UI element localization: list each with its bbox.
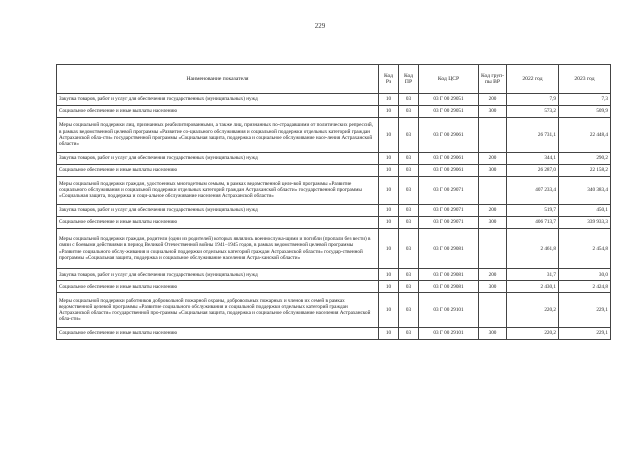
cell-y2023: 229,1 [559, 327, 611, 339]
cell-pr: 03 [399, 228, 419, 269]
cell-rz: 10 [379, 293, 399, 328]
cell-csr: 03 Г 00 29081 [419, 269, 479, 281]
cell-name: Меры социальной поддержки лиц, признанных реабилитированными, а также лиц, признанных по-страдавшими от политических репрессий, в рамках ведомственной целевой программы «Развитие со-циального обслуживания и социальной поддержки отдельных категорий граждан Астраханской обла-сти» государственной программы «Социальная защита, поддержка и социальное обслуживание насе-ления Астраханской области» [57, 118, 379, 153]
table-row [57, 204, 611, 216]
cell-y2022: 406 713,7 [507, 216, 559, 228]
cell-y2022: 344,1 [507, 152, 559, 164]
header-name: Наименование показателя [57, 65, 379, 94]
table-row [57, 152, 611, 164]
cell-y2023: 340 383,4 [559, 176, 611, 204]
cell-rz: 10 [379, 228, 399, 269]
table-row [57, 269, 611, 281]
cell-vr [479, 118, 507, 153]
cell-csr: 03 Г 00 29101 [419, 293, 479, 328]
cell-y2023: 22 448,4 [559, 118, 611, 153]
cell-csr: 03 Г 00 29101 [419, 327, 479, 339]
cell-vr [479, 228, 507, 269]
cell-csr: 03 Г 00 29051 [419, 94, 479, 106]
cell-pr: 03 [399, 176, 419, 204]
cell-csr: 03 Г 00 29071 [419, 176, 479, 204]
cell-vr: 300 [479, 281, 507, 293]
cell-csr: 03 Г 00 29061 [419, 152, 479, 164]
cell-y2023: 2 454,8 [559, 228, 611, 269]
cell-y2022: 26 287,0 [507, 164, 559, 176]
cell-csr: 03 Г 00 29061 [419, 164, 479, 176]
cell-rz: 10 [379, 152, 399, 164]
cell-vr [479, 176, 507, 204]
cell-rz: 10 [379, 176, 399, 204]
cell-vr: 300 [479, 106, 507, 118]
cell-rz: 10 [379, 327, 399, 339]
cell-name: Закупка товаров, работ и услуг для обеспечения государственных (муниципальных) нужд [57, 152, 379, 164]
cell-pr: 03 [399, 204, 419, 216]
header-2022: 2022 год [507, 65, 559, 94]
cell-csr: 03 Г 00 29051 [419, 106, 479, 118]
cell-name: Социальное обеспечение и иные выплаты населению [57, 327, 379, 339]
cell-csr: 03 Г 00 29081 [419, 228, 479, 269]
cell-vr: 200 [479, 94, 507, 106]
cell-name: Социальное обеспечение и иные выплаты населению [57, 106, 379, 118]
table-row [57, 216, 611, 228]
cell-pr: 03 [399, 118, 419, 153]
cell-y2022: 573,2 [507, 106, 559, 118]
cell-pr: 03 [399, 216, 419, 228]
cell-y2023: 229,1 [559, 293, 611, 328]
cell-y2023: 290,2 [559, 152, 611, 164]
cell-rz: 10 [379, 204, 399, 216]
cell-y2022: 220,2 [507, 327, 559, 339]
cell-vr [479, 293, 507, 328]
table-header-row [57, 65, 611, 94]
cell-y2023: 30,0 [559, 269, 611, 281]
cell-rz: 10 [379, 118, 399, 153]
cell-y2023: 339 933,3 [559, 216, 611, 228]
cell-y2022: 2 430,1 [507, 281, 559, 293]
cell-y2023: 22 158,2 [559, 164, 611, 176]
cell-name: Меры социальной поддержки работников добровольной пожарной охраны, добровольных пожарных и членов их семей в рамках ведомственной целевой программы «Развитие социального обслуживания и социальной поддержки отдельных категорий граждан Астраханской области» государственной про-граммы «Социальная защита, поддержка и социальное обслуживание населения Астраханской обла-сти» [57, 293, 379, 328]
cell-rz: 10 [379, 281, 399, 293]
cell-pr: 03 [399, 281, 419, 293]
table-row [57, 164, 611, 176]
cell-name: Социальное обеспечение и иные выплаты населению [57, 281, 379, 293]
cell-csr: 03 Г 00 29081 [419, 281, 479, 293]
cell-csr: 03 Г 00 29071 [419, 216, 479, 228]
cell-pr: 03 [399, 164, 419, 176]
cell-pr: 03 [399, 327, 419, 339]
table-row [57, 228, 611, 269]
cell-vr: 200 [479, 204, 507, 216]
cell-name: Меры социальной поддержки граждан, удостоенных многодетным семьям, в рамках ведомственной целе-вой программы «Развитие социального обслуживания и социальной поддержки отдельных категорий граждан Астраханской области» государственной программы «Социальная защита, поддержка и соци-альное обслуживание населения Астраханской области» [57, 176, 379, 204]
cell-vr: 200 [479, 269, 507, 281]
cell-rz: 10 [379, 269, 399, 281]
budget-table [56, 64, 611, 340]
cell-pr: 03 [399, 106, 419, 118]
table-row [57, 293, 611, 328]
cell-name: Закупка товаров, работ и услуг для обеспечения государственных (муниципальных) нужд [57, 94, 379, 106]
cell-y2022: 519,7 [507, 204, 559, 216]
cell-name: Социальное обеспечение и иные выплаты населению [57, 216, 379, 228]
cell-y2022: 2 461,8 [507, 228, 559, 269]
cell-rz: 10 [379, 106, 399, 118]
header-rz: Код Рз [379, 65, 399, 94]
cell-vr: 300 [479, 216, 507, 228]
cell-y2022: 31,7 [507, 269, 559, 281]
cell-y2023: 7,3 [559, 94, 611, 106]
cell-name: Меры социальной поддержки граждан, родители (одни из родителей) которых являлись военнослужа-щими и погибли (пропали без вести) в связи с боевыми действиями в период Великой Отечественной войны 1941–1945 годов, в рамках ведомственной целевой программы «Развитие социального обслу-живания и социальной поддержки отдельных категорий граждан Астраханской области» государ-ственной программы «Социальная защита, поддержка и социальное обслуживание населения Астра-ханской области» [57, 228, 379, 269]
cell-pr: 03 [399, 152, 419, 164]
header-csr: Код ЦСР [419, 65, 479, 94]
table-row [57, 176, 611, 204]
cell-y2022: 407 233,4 [507, 176, 559, 204]
table-row [57, 281, 611, 293]
cell-pr: 03 [399, 269, 419, 281]
header-pr: Код ПР [399, 65, 419, 94]
header-2023: 2023 год [559, 65, 611, 94]
cell-y2022: 26 731,1 [507, 118, 559, 153]
page-number: 229 [314, 22, 326, 30]
cell-rz: 10 [379, 164, 399, 176]
cell-y2023: 509,9 [559, 106, 611, 118]
cell-csr: 03 Г 00 29071 [419, 204, 479, 216]
cell-y2023: 450,1 [559, 204, 611, 216]
cell-rz: 10 [379, 216, 399, 228]
cell-y2023: 2 424,8 [559, 281, 611, 293]
table-row [57, 327, 611, 339]
cell-vr: 300 [479, 327, 507, 339]
cell-name: Закупка товаров, работ и услуг для обеспечения государственных (муниципальных) нужд [57, 269, 379, 281]
cell-vr: 300 [479, 164, 507, 176]
cell-name: Закупка товаров, работ и услуг для обеспечения государственных (муниципальных) нужд [57, 204, 379, 216]
cell-pr: 03 [399, 94, 419, 106]
cell-pr: 03 [399, 293, 419, 328]
table-row [57, 118, 611, 153]
table-row [57, 94, 611, 106]
header-vr: Код груп-пы ВР [479, 65, 507, 94]
table-row [57, 106, 611, 118]
cell-name: Социальное обеспечение и иные выплаты населению [57, 164, 379, 176]
cell-y2022: 7,9 [507, 94, 559, 106]
cell-rz: 10 [379, 94, 399, 106]
cell-csr: 03 Г 00 29061 [419, 118, 479, 153]
cell-y2022: 220,2 [507, 293, 559, 328]
cell-vr: 200 [479, 152, 507, 164]
